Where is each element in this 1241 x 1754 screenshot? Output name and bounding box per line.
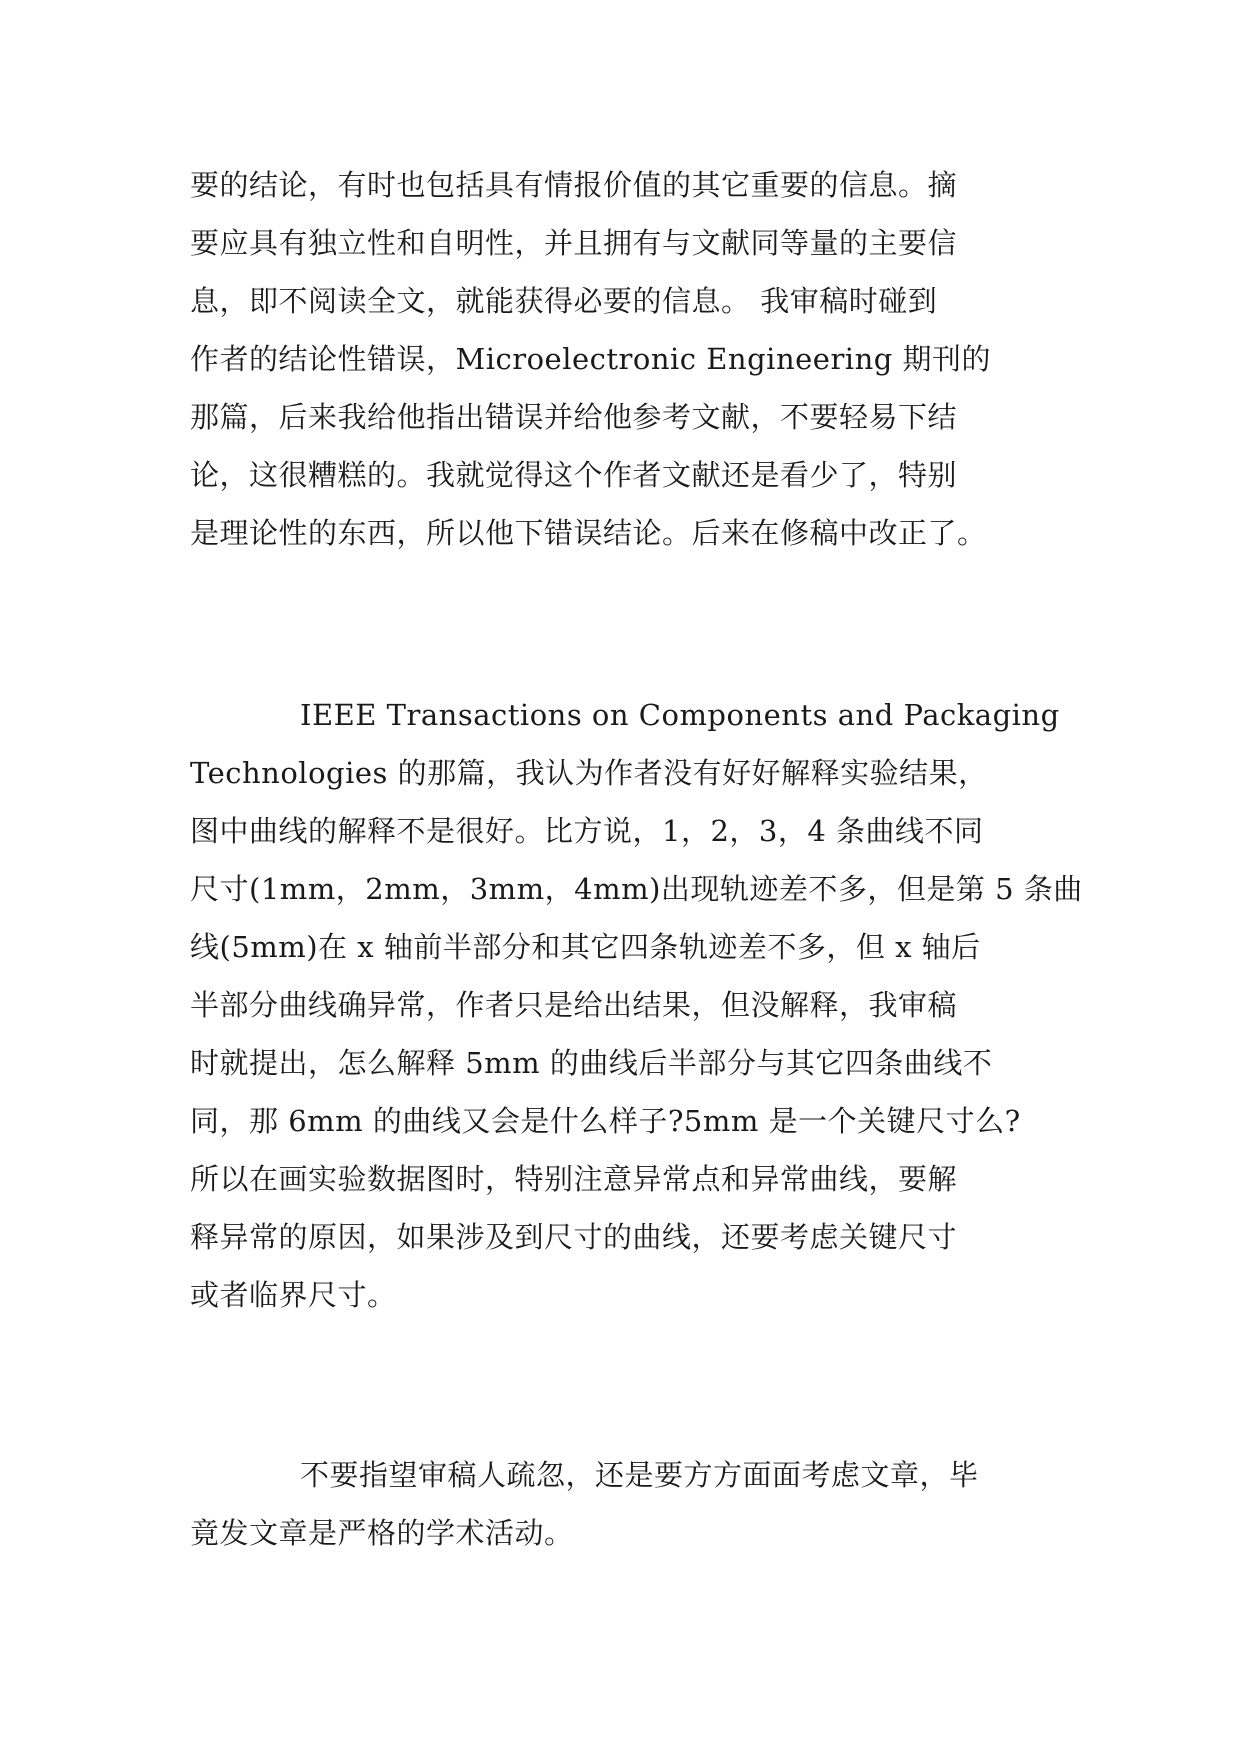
paragraph-ieee-review — [190, 686, 1083, 1324]
text-line: IEEE Transactions on Components and Packaging — [300, 698, 1060, 732]
text-line: 作者的结论性错误，Microelectronic Engineering 期刊的 — [190, 342, 992, 376]
text-line: 是理论性的东西，所以他下错误结论。后来在修稿中改正了。 — [190, 516, 987, 550]
paragraph-abstract-review — [190, 156, 1070, 562]
text-line: Technologies 的那篇，我认为作者没有好好解释实验结果， — [190, 756, 988, 790]
text-line: 线(5mm)在 x 轴前半部分和其它四条轨迹差不多，但 x 轴后 — [190, 930, 981, 964]
text-line: 所以在画实验数据图时，特别注意异常点和异常曲线，要解 — [190, 1162, 958, 1196]
text-line: 释异常的原因，如果涉及到尺寸的曲线，还要考虑关键尺寸 — [190, 1220, 958, 1254]
text-line: 息，即不阅读全文，就能获得必要的信息。 我审稿时碰到 — [190, 284, 938, 318]
text-line: 不要指望审稿人疏忽，还是要方方面面考虑文章，毕 — [300, 1458, 979, 1492]
text-line: 尺寸(1mm，2mm，3mm，4mm)出现轨迹差不多，但是第 5 条曲 — [190, 872, 1083, 906]
text-line: 半部分曲线确异常，作者只是给出结果，但没解释，我审稿 — [190, 988, 958, 1022]
text-line: 同，那 6mm 的曲线又会是什么样子?5mm 是一个关键尺寸么? — [190, 1104, 1021, 1138]
text-line: 图中曲线的解释不是很好。比方说，1，2，3，4 条曲线不同 — [190, 814, 984, 848]
text-line: 要应具有独立性和自明性，并且拥有与文献同等量的主要信 — [190, 226, 958, 260]
text-line: 竟发文章是严格的学术活动。 — [190, 1516, 574, 1550]
text-line: 时就提出，怎么解释 5mm 的曲线后半部分与其它四条曲线不 — [190, 1046, 993, 1080]
text-line: 那篇，后来我给他指出错误并给他参考文献，不要轻易下结 — [190, 400, 958, 434]
paragraph-conclusion — [190, 1446, 1070, 1562]
text-line: 要的结论，有时也包括具有情报价值的其它重要的信息。摘 — [190, 168, 958, 202]
text-line: 论，这很糟糕的。我就觉得这个作者文献还是看少了，特别 — [190, 458, 958, 492]
text-line: 或者临界尺寸。 — [190, 1278, 397, 1312]
